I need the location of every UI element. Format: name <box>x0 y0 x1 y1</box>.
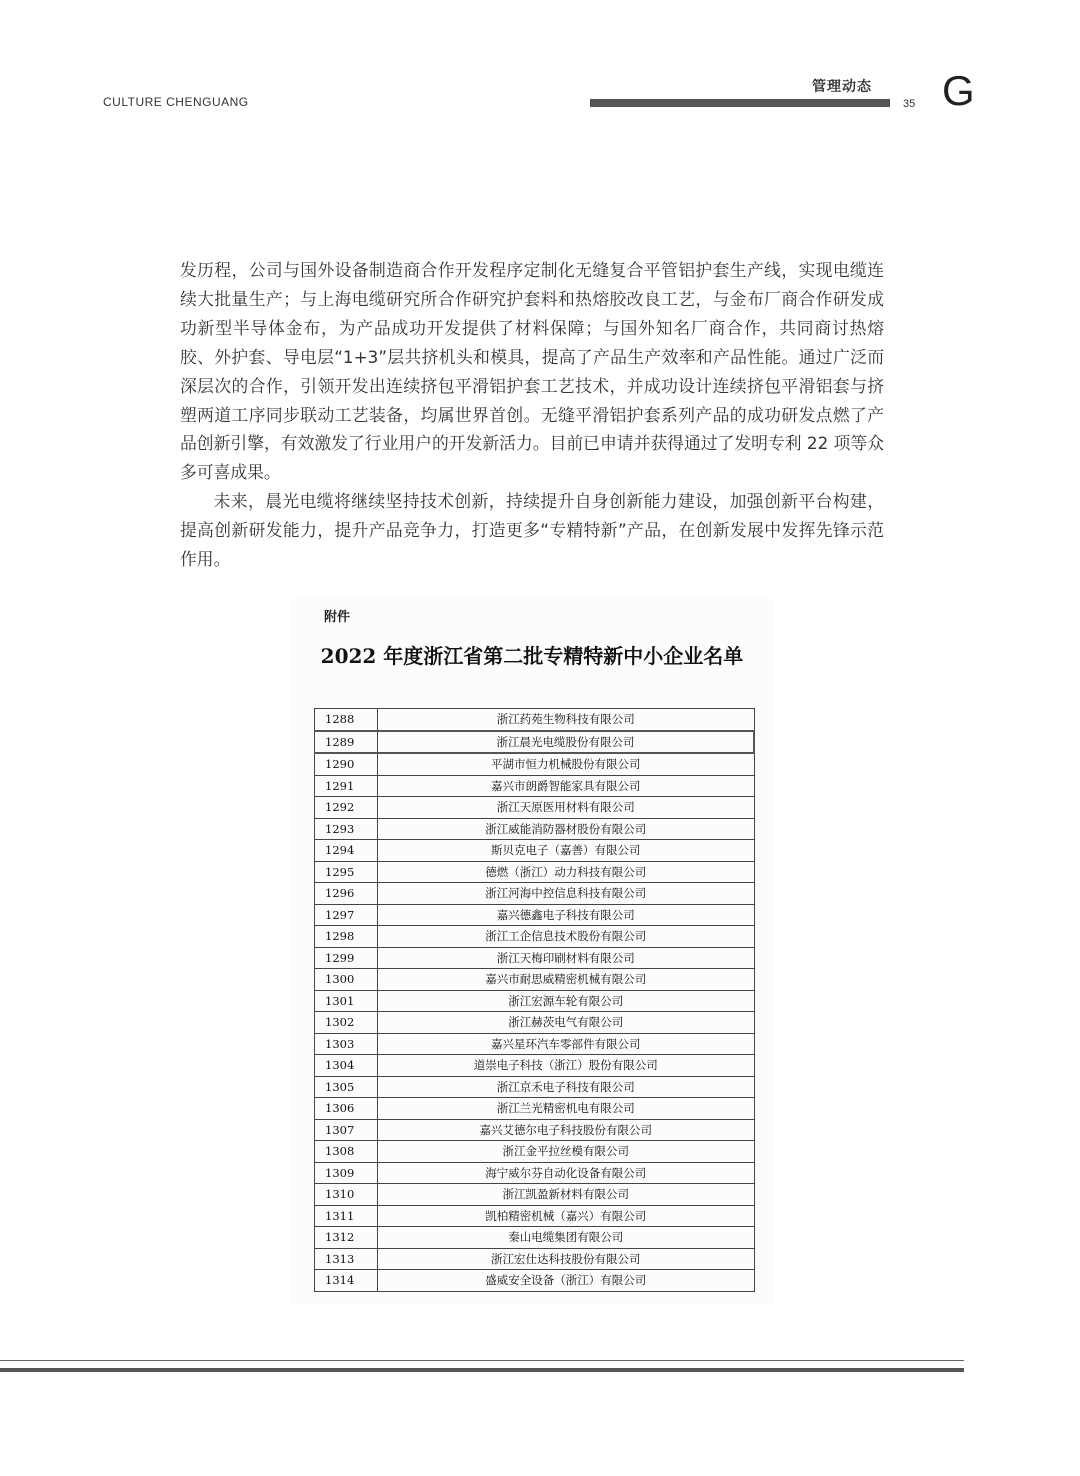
table-row <box>315 969 755 991</box>
footer-rule-thick <box>0 1368 964 1372</box>
table-row <box>315 1248 755 1270</box>
table-row <box>315 709 755 731</box>
table-row <box>315 990 755 1012</box>
table-row <box>315 1076 755 1098</box>
company-name: 嘉兴市朗爵智能家具有限公司 <box>378 775 755 797</box>
row-number: 1300 <box>315 969 378 991</box>
company-name: 平湖市恒力机械股份有限公司 <box>378 753 755 775</box>
company-name: 浙江药苑生物科技有限公司 <box>378 709 755 731</box>
row-number: 1290 <box>315 753 378 775</box>
table-row <box>315 1227 755 1249</box>
magazine-name: CULTURE CHENGUANG <box>103 95 249 109</box>
row-number: 1305 <box>315 1076 378 1098</box>
attachment-document-image <box>290 598 774 1304</box>
table-row <box>315 753 755 775</box>
row-number: 1294 <box>315 840 378 862</box>
table-row <box>315 947 755 969</box>
company-name: 海宁威尔芬自动化设备有限公司 <box>378 1162 755 1184</box>
company-name: 浙江凯盈新材料有限公司 <box>378 1184 755 1206</box>
table-row <box>315 1205 755 1227</box>
paragraph-2: 未来，晨光电缆将继续坚持技术创新，持续提升自身创新能力建设，加强创新平台构建，提高创新研发能力，提升产品竞争力，打造更多“专精特新”产品，在创新发展中发挥先锋示范作用。 <box>180 491 884 570</box>
company-name: 浙江兰光精密机电有限公司 <box>378 1098 755 1120</box>
table-row <box>315 731 755 754</box>
row-number: 1293 <box>315 818 378 840</box>
table-row <box>315 1141 755 1163</box>
table-row <box>315 818 755 840</box>
row-number: 1303 <box>315 1033 378 1055</box>
table-row <box>315 1119 755 1141</box>
table-row <box>315 1270 755 1292</box>
row-number: 1311 <box>315 1205 378 1227</box>
table-row <box>315 840 755 862</box>
company-name: 斯贝克电子（嘉善）有限公司 <box>378 840 755 862</box>
company-name: 浙江金平拉丝模有限公司 <box>378 1141 755 1163</box>
table-row <box>315 861 755 883</box>
company-name: 盛威安全设备（浙江）有限公司 <box>378 1270 755 1292</box>
company-name: 嘉兴星环汽车零部件有限公司 <box>378 1033 755 1055</box>
row-number: 1292 <box>315 797 378 819</box>
row-number: 1308 <box>315 1141 378 1163</box>
document-title: 2022 年度浙江省第二批专精特新中小企业名单 <box>320 644 744 668</box>
company-name: 浙江河海中控信息科技有限公司 <box>378 883 755 905</box>
company-name: 浙江赫茨电气有限公司 <box>378 1012 755 1034</box>
row-number: 1302 <box>315 1012 378 1034</box>
attachment-label: 附件 <box>324 610 351 625</box>
row-number: 1296 <box>315 883 378 905</box>
company-name: 浙江晨光电缆股份有限公司 <box>378 731 755 754</box>
row-number: 1299 <box>315 947 378 969</box>
row-number: 1304 <box>315 1055 378 1077</box>
company-name: 浙江宏仕达科技股份有限公司 <box>378 1248 755 1270</box>
row-number: 1297 <box>315 904 378 926</box>
table-row <box>315 926 755 948</box>
row-number: 1312 <box>315 1227 378 1249</box>
row-number: 1291 <box>315 775 378 797</box>
page-number: 35 <box>903 98 916 110</box>
company-name: 凯柏精密机械（嘉兴）有限公司 <box>378 1205 755 1227</box>
section-letter: G <box>942 67 975 114</box>
company-name: 秦山电缆集团有限公司 <box>378 1227 755 1249</box>
row-number: 1314 <box>315 1270 378 1292</box>
row-number: 1306 <box>315 1098 378 1120</box>
table-row <box>315 1162 755 1184</box>
company-name: 浙江天原医用材料有限公司 <box>378 797 755 819</box>
row-number: 1295 <box>315 861 378 883</box>
table-row <box>315 1055 755 1077</box>
company-name: 嘉兴艾德尔电子科技股份有限公司 <box>378 1119 755 1141</box>
company-name: 浙江天梅印刷材料有限公司 <box>378 947 755 969</box>
company-list-table <box>314 708 755 1292</box>
row-number: 1307 <box>315 1119 378 1141</box>
header-bar <box>590 99 890 107</box>
footer-rule-thin <box>0 1360 964 1361</box>
section-title: 管理动态 <box>812 79 872 95</box>
company-name: 浙江宏源车轮有限公司 <box>378 990 755 1012</box>
company-name: 道崇电子科技（浙江）股份有限公司 <box>378 1055 755 1077</box>
table-row <box>315 1098 755 1120</box>
table-row <box>315 1012 755 1034</box>
article-body <box>180 256 884 574</box>
row-number: 1288 <box>315 709 378 731</box>
company-name: 浙江威能消防器材股份有限公司 <box>378 818 755 840</box>
row-number: 1309 <box>315 1162 378 1184</box>
row-number: 1298 <box>315 926 378 948</box>
company-name: 德燃（浙江）动力科技有限公司 <box>378 861 755 883</box>
company-name: 嘉兴市耐思威精密机械有限公司 <box>378 969 755 991</box>
table-row <box>315 775 755 797</box>
company-name: 嘉兴德鑫电子科技有限公司 <box>378 904 755 926</box>
row-number: 1310 <box>315 1184 378 1206</box>
row-number: 1289 <box>315 731 378 754</box>
paragraph-1: 发历程，公司与国外设备制造商合作开发程序定制化无缝复合平管铝护套生产线，实现电缆连续大批量生产；与上海电缆研究所合作研究护套料和热熔胶改良工艺，与金布厂商合作研发成功新型半导体金布，为产品成功开发提供了材料保障；与国外知名厂商合作，共同商讨热熔胶、外护套、导电层“1+3”层共挤机头和模具，提高了产品生产效率和产品性能。通过广泛而深层次的合作，引领开发出连续挤包平滑铝护套工艺技术，并成功设计连续挤包平滑铝套与挤塑两道工序同步联动工艺装备，均属世界首创。无缝平滑铝护套系列产品的成功研发点燃了产品创新引擎，有效激发了行业用户的开发新活力。目前已申请并获得通过了发明专利 22 项等众多可喜成果。 <box>180 260 884 483</box>
row-number: 1313 <box>315 1248 378 1270</box>
table-row <box>315 883 755 905</box>
table-row <box>315 797 755 819</box>
company-name: 浙江京禾电子科技有限公司 <box>378 1076 755 1098</box>
table-row <box>315 1184 755 1206</box>
company-name: 浙江工企信息技术股份有限公司 <box>378 926 755 948</box>
table-row <box>315 1033 755 1055</box>
row-number: 1301 <box>315 990 378 1012</box>
table-row <box>315 904 755 926</box>
